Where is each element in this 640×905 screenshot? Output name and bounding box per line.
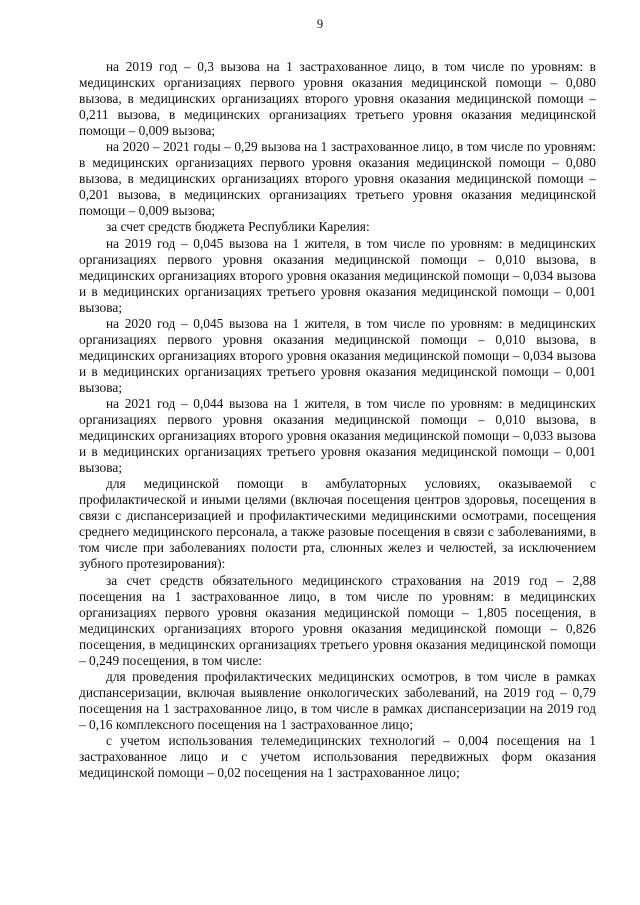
paragraph: за счет средств обязательного медицинского страхования на 2019 год – 2,88 посещения на 1 застрахованное лицо, в том числе по уровням: в медицинских организациях первого уровня оказания медицинской помощи – 1,805 посещения, в медицинских организациях второго уровня оказания медицинской помощи – 0,826 посещения, в медицинских организациях третьего уровня оказания медицинской помощи – 0,249 посещения, в том числе: [79, 572, 596, 668]
document-body [79, 59, 596, 781]
paragraph: за счет средств бюджета Республики Карелия: [106, 219, 370, 235]
paragraph: на 2021 год – 0,044 вызова на 1 жителя, в том числе по уровням: в медицинских организациях первого уровня оказания медицинской помощи – 0,010 вызова, в медицинских организациях второго уровня оказания медицинской помощи – 0,033 вызова и в медицинских организациях третьего уровня оказания медицинской помощи – 0,001 вызова; [79, 395, 596, 476]
paragraph: на 2019 год – 0,045 вызова на 1 жителя, в том числе по уровням: в медицинских организациях первого уровня оказания медицинской помощи – 0,010 вызова, в медицинских организациях второго уровня оказания медицинской помощи – 0,034 вызова и в медицинских организациях третьего уровня оказания медицинской помощи – 0,001 вызова; [79, 235, 596, 315]
page-number: 9 [316, 17, 324, 31]
paragraph: на 2019 год – 0,3 вызова на 1 застрахованное лицо, в том числе по уровням: в медицинских организациях первого уровня оказания медицинской помощи – 0,080 вызова, в медицинских организациях второго уровня оказания медицинской помощи – 0,211 вызова, в медицинских организациях третьего уровня оказания медицинской помощи – 0,009 вызова; [79, 59, 596, 139]
paragraph: для проведения профилактических медицинских осмотров, в том числе в рамках диспансеризации, включая выявление онкологических заболеваний, на 2019 год – 0,79 посещения на 1 застрахованное лицо, в том числе в рамках диспансеризации на 2019 год – 0,16 комплексного посещения на 1 застрахованное лицо; [79, 668, 596, 732]
paragraph: на 2020 – 2021 годы – 0,29 вызова на 1 застрахованное лицо, в том числе по уровням: в медицинских организациях первого уровня оказания медицинской помощи – 0,080 вызова, в медицинских организациях второго уровня оказания медицинской помощи – 0,201 вызова, в медицинских организациях третьего уровня оказания медицинской помощи – 0,009 вызова; [79, 139, 596, 219]
paragraph: на 2020 год – 0,045 вызова на 1 жителя, в том числе по уровням: в медицинских организациях первого уровня оказания медицинской помощи – 0,010 вызова, в медицинских организациях второго уровня оказания медицинской помощи – 0,034 вызова и в медицинских организациях третьего уровня оказания медицинской помощи – 0,001 вызова; [79, 315, 596, 395]
paragraph: с учетом использования телемедицинских технологий – 0,004 посещения на 1 застрахованное лицо и с учетом использования передвижных форм оказания медицинской помощи – 0,02 посещения на 1 застрахованное лицо; [79, 732, 596, 781]
paragraph: для медицинской помощи в амбулаторных условиях, оказываемой с профилактической и иными целями (включая посещения центров здоровья, посещения в связи с диспансеризацией и профилактическими медицинскими осмотрами, посещения среднего медицинского персонала, а также разовые посещения в связи с заболеваниями, в том числе при заболеваниях полости рта, слюнных желез и челюстей, за исключением зубного протезирования): [79, 476, 596, 572]
